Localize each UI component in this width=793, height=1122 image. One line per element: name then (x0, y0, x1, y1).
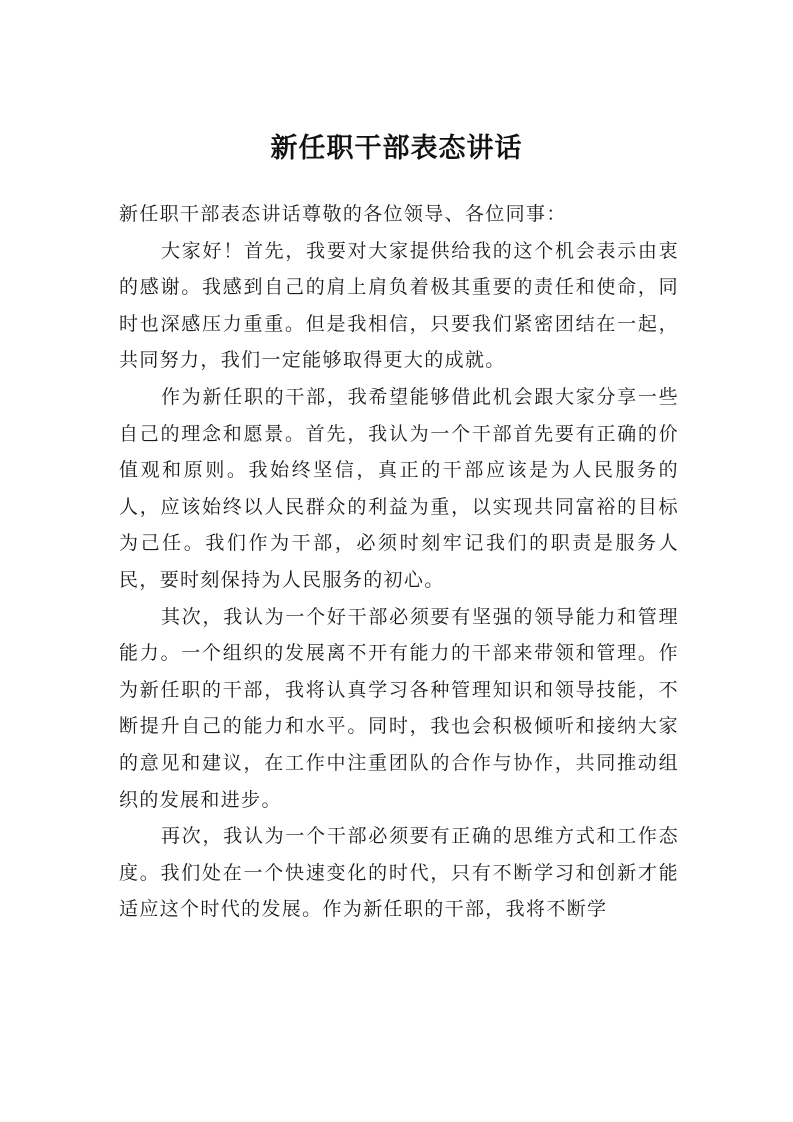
paragraph-2: 作为新任职的干部，我希望能够借此机会跟大家分享一些自己的理念和愿景。首先，我认为一个干部首先要有正确的价值观和原则。我始终坚信，真正的干部应该是为人民服务的人，应该始终以人民群众的利益为重，以实现共同富裕的目标为己任。我们作为干部，必须时刻牢记我们的职责是服务人民，要时刻保持为人民服务的初心。 (119, 385, 679, 591)
document-body (119, 196, 679, 928)
paragraph-3: 其次，我认为一个好干部必须要有坚强的领导能力和管理能力。一个组织的发展离不开有能力的干部来带领和管理。作为新任职的干部，我将认真学习各种管理知识和领导技能，不断提升自己的能力和水平。同时，我也会积极倾听和接纳大家的意见和建议，在工作中注重团队的合作与协作，共同推动组织的发展和进步。 (119, 605, 679, 811)
document-title: 新任职干部表态讲话 (270, 133, 523, 164)
salutation: 新任职干部表态讲话尊敬的各位领导、各位同事： (119, 203, 567, 225)
paragraph-1: 大家好！首先，我要对大家提供给我的这个机会表示由衷的感谢。我感到自己的肩上肩负着极其重要的责任和使命，同时也深感压力重重。但是我相信，只要我们紧密团结在一起，共同努力，我们一定能够取得更大的成就。 (119, 239, 679, 372)
paragraph-4: 再次，我认为一个干部必须要有正确的思维方式和工作态度。我们处在一个快速变化的时代，只有不断学习和创新才能适应这个时代的发展。作为新任职的干部，我将不断学 (119, 825, 679, 921)
